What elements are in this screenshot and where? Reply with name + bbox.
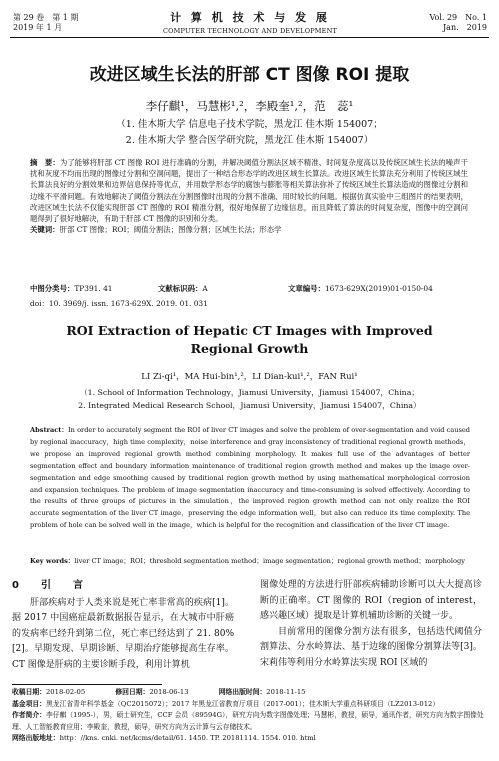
journal-name: [130, 9, 370, 35]
affiliation-cn-2: 2. 佳木斯大学 整合医学研究院，黑龙江 佳木斯 154007）: [125, 135, 374, 146]
paper-title-en-line2: Regional Growth: [190, 341, 309, 356]
affiliation-en-2: 2. Integrated Medical Research School，Jiamusi University，Jiamusi 154007，China）: [78, 401, 421, 410]
authors-cn: 李仔麒¹，马慧彬¹,²，李殿奎¹,²，范 蕊¹: [145, 99, 354, 113]
online-label: 网络出版时间：: [218, 688, 267, 696]
abstract-cn: [30, 157, 468, 235]
keywords-en: [30, 555, 470, 565]
volume-cn: 第 29 卷 第 1 期: [13, 13, 79, 22]
article-no-label: 文章编号：: [288, 284, 325, 293]
footnote: [12, 687, 488, 745]
keywords-cn-text: 肝部 CT 图像；ROI；阈值分割法；图像分割；区域生长法；形态学: [59, 225, 282, 235]
author-bio-value: 李仔麒（1995-），男，硕士研究生，CCF 会员（89594G），研究方向为数字图像处理；马慧彬，教授，硕导，通讯作者，研究方向为数字图像处理、人工智能教育应用；李殿奎，教授，硕导，研究方向为云计算与云存储技术。: [12, 711, 484, 731]
header-issue-en: [429, 13, 487, 33]
url-label: 网络出版地址：: [12, 734, 60, 742]
online-value: 2018-11-15: [266, 688, 306, 696]
keywords-cn-label: 关键词：: [30, 225, 60, 235]
body-right-column: [260, 578, 482, 671]
author-bio-label: 作者简介：: [12, 711, 46, 719]
revised-value: 2018-06-13: [149, 688, 189, 696]
keywords-en-text: liver CT image；ROI；threshold segmentation method；image segmentation；regional growth method；morphology: [74, 557, 465, 565]
paper-title-cn: 改进区域生长法的肝部 CT 图像 ROI 提取: [89, 65, 410, 85]
clc-value: TP391. 41: [74, 284, 113, 293]
author-bio-row: [12, 710, 488, 733]
paper-title-en-line1: ROI Extraction of Hepatic CT Images with Improved: [66, 323, 433, 338]
abstract-en-label: Abstract：: [30, 426, 69, 434]
body-paragraph: 肝部疾病对于人类来说是死亡率非常高的疾病[1]。据 2017 中国癌症最新数据报告显示，在大城市中肝癌的发病率已经升到第二位，死亡率已经达到了 21. 80%[2]。早期发现、早期诊断、早期治疗能够提高生存率。CT 图像是肝病的主要诊断手段，利用计算机: [12, 597, 234, 670]
header-rule: [10, 37, 489, 38]
body-paragraph: 目前常用的图像分割方法有很多，包括迭代阈值分割算法、分水岭算法、基于边缘的图像分割算法等[3]。宋莉伟等利用分水岭算法实现 ROI 区域的: [260, 626, 482, 668]
abstract-cn-text: 为了能够将肝部 CT 图像 ROI 进行准确的分割，并解决阈值分割法区域不精准、时间复杂度高以及传统区域生长法的噪声干扰和灰度不均而出现的图像过分割和空洞问题，提出了一种结合形态学的改进区域生长算法。改进区域生长算法充分利用了传统区域生长算法良好的分割效果和边界信息保持等优点，并用数学形态学的腐蚀与膨胀等相关算法弥补了传统区域生长算法造成的图像过分割和边缘不平滑问题。有效地解决了阈值分割法在分割图像时出现的分割不准确、用时较长的问题。根据仿真实验中三组图片的结果表明，改进区域生长法不仅能实现肝部 CT 图像的 ROI 精准分割，很好地保留了边缘信息，而且降低了算法的时间复杂度，图像中的空洞问题得到了很好地解决，有助于肝部 CT 图像的识别和分类。: [30, 158, 468, 224]
affiliation-en-1: （1. School of Information Technology，Jiamusi University，Jiamusi 154007，China；: [79, 388, 420, 397]
volume-en: Vol. 29 No. 1: [429, 13, 487, 22]
article-no-field: [288, 283, 433, 294]
revised-date: [115, 688, 202, 696]
dates-row: [12, 687, 488, 699]
clc-label: 中图分类号：: [30, 284, 75, 293]
url-row: [12, 733, 488, 745]
section-heading: 0 引 言: [12, 580, 89, 591]
abstract-cn-label: 摘 要：: [30, 158, 60, 167]
affiliation-cn-1: （1. 佳木斯大学 信息电子技术学院，黑龙江 佳木斯 154007；: [116, 119, 383, 130]
received-label: 收稿日期：: [12, 688, 46, 696]
abstract-en: [30, 425, 470, 532]
paper-title-en: [0, 322, 499, 358]
affiliations-en: [0, 386, 499, 412]
affiliations-cn: [0, 117, 499, 149]
date-cn: 2019 年 1 月: [13, 23, 63, 32]
fund-label: 基金项目：: [12, 699, 46, 708]
footnote-rule: [12, 684, 162, 685]
fund-value: 黑龙江省青年科学基金（QC2015072）；2017 年黑龙江省教育厅项目（2017-001）；佳木斯大学重点科研项目（LZ2013-012）: [45, 699, 440, 708]
journal-name-en: COMPUTER TECHNOLOGY AND DEVELOPMENT: [162, 27, 338, 35]
journal-name-cn: 计 算 机 技 术 与 发 展: [170, 11, 330, 24]
received-date: [12, 688, 99, 696]
abstract-en-text: In order to accurately segment the ROI of liver CT images and solve the problem of over-segmentation and void caused by regional inaccuracy，high time complexity，noise interference and gray inconsistency of traditional regional growth methods，we propose an improved regional growth method combining morphology. It makes full use of the advantages of better segmentation effect and boundary information maintenance of traditional region growth method and makes up the image over-segmentation and edge smoothing caused by traditional region growth method by using mathematical morphological corrosion and expansion techniques. The problem of image segmentation inaccuracy and time-consuming is solved effectively. According to the results of three groups of pictures in the simulation，the improved region growth method can not only realize the ROI accurate segmentation of the liver CT image，preserving the edge information well，but also can reduce its time complexity. The problem of hole can be solved well in the image，which is helpful for the recognition and classification of the liver CT image.: [30, 426, 470, 530]
online-date: [219, 688, 320, 696]
clc-field: [30, 283, 112, 294]
doc-code-value: A: [202, 284, 208, 293]
doc-code-field: [158, 283, 208, 294]
date-en: Jan. 2019: [442, 23, 487, 32]
keywords-en-label: Key words：: [30, 557, 75, 565]
received-value: 2018-02-05: [45, 688, 86, 696]
article-no-value: 1673-629X(2019)01-0150-04: [324, 284, 433, 293]
url-value[interactable]: http：//kns. cnki. net/kcms/detail/61. 1450. TP. 20181114. 1554. 010. html: [59, 734, 316, 742]
doi: doi：10. 3969/j. issn. 1673-629X. 2019. 01. 031: [30, 299, 208, 308]
doc-code-label: 文献标识码：: [158, 284, 203, 293]
header-issue-cn: [13, 13, 78, 33]
revised-label: 修回日期：: [115, 688, 150, 696]
body-left-column: [12, 578, 234, 673]
body-paragraph: 图像处理的方法进行肝部疾病辅助诊断可以大大提高诊断的正确率。CT 图像的 ROI（region of interest，感兴趣区域）提取是计算机辅助诊断的关键一步。: [260, 580, 482, 621]
authors-en: LI Zi-qi¹，MA Hui-bin¹,²，LI Dian-kui¹,²，FAN Rui¹: [141, 372, 358, 382]
fund-row: [12, 699, 488, 711]
